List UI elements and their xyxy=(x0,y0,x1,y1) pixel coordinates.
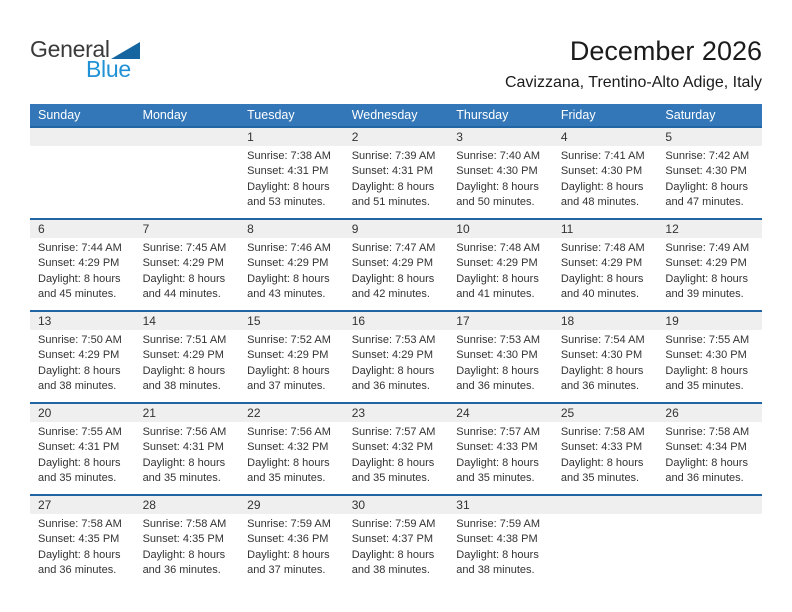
day-detail-line: and 35 minutes. xyxy=(456,471,535,484)
day-details xyxy=(657,422,762,486)
day-cell-22 xyxy=(239,404,344,494)
day-detail-line: and 36 minutes. xyxy=(665,471,744,484)
day-detail-line: Daylight: 8 hours xyxy=(38,272,121,285)
day-details xyxy=(553,330,658,394)
day-detail-line: Sunset: 4:29 PM xyxy=(560,257,643,270)
day-detail-line: Sunrise: 7:59 AM xyxy=(456,518,541,530)
day-detail-line: Sunrise: 7:58 AM xyxy=(142,518,227,530)
day-detail-line: and 43 minutes. xyxy=(247,287,326,300)
day-detail-line: Sunset: 4:33 PM xyxy=(560,441,643,454)
day-details xyxy=(448,146,553,210)
day-detail-line: and 36 minutes. xyxy=(142,563,221,576)
day-details xyxy=(344,238,449,302)
day-detail-line: Daylight: 8 hours xyxy=(247,364,330,377)
day-detail-line: Sunset: 4:29 PM xyxy=(38,349,120,362)
day-number: 5 xyxy=(657,128,762,146)
day-detail-line: Daylight: 8 hours xyxy=(142,364,226,377)
day-detail-line: Sunset: 4:29 PM xyxy=(351,349,434,362)
day-details xyxy=(135,514,240,578)
logo-line-blue xyxy=(86,56,140,83)
logo-text-blue: Blue xyxy=(86,56,131,82)
day-detail-line: Daylight: 8 hours xyxy=(247,272,330,285)
day-number: 31 xyxy=(448,496,553,514)
day-detail-line: Sunrise: 7:56 AM xyxy=(247,426,331,438)
day-details xyxy=(135,422,240,486)
day-number: 21 xyxy=(135,404,240,422)
weekday-tuesday: Tuesday xyxy=(247,108,295,122)
day-detail-line: Daylight: 8 hours xyxy=(142,548,226,561)
day-details xyxy=(448,330,553,394)
day-detail-line: Sunrise: 7:39 AM xyxy=(351,150,436,162)
week-row-1 xyxy=(30,126,762,218)
day-number: 6 xyxy=(30,220,135,238)
weekday-header-row xyxy=(30,104,762,126)
day-detail-line: Sunset: 4:35 PM xyxy=(38,533,120,546)
day-detail-line: Daylight: 8 hours xyxy=(560,272,644,285)
calendar-weeks xyxy=(30,126,762,586)
day-number: 28 xyxy=(135,496,240,514)
day-number: 8 xyxy=(239,220,344,238)
day-cell-9 xyxy=(344,220,449,310)
day-detail-line: Sunrise: 7:47 AM xyxy=(351,242,436,254)
day-detail-line: Sunrise: 7:58 AM xyxy=(38,518,122,530)
weekday-thursday: Thursday xyxy=(456,108,509,122)
day-cell-29 xyxy=(239,496,344,586)
day-detail-line: Sunrise: 7:45 AM xyxy=(142,242,227,254)
day-details xyxy=(30,238,135,302)
day-details xyxy=(448,422,553,486)
day-details xyxy=(239,238,344,302)
day-details xyxy=(553,146,658,210)
day-detail-line: Sunset: 4:35 PM xyxy=(142,533,224,546)
day-detail-line: Daylight: 8 hours xyxy=(560,180,644,193)
day-detail-line: Daylight: 8 hours xyxy=(38,548,121,561)
day-detail-line: Sunset: 4:29 PM xyxy=(38,257,120,270)
day-detail-line: Sunrise: 7:48 AM xyxy=(560,242,645,254)
day-detail-line: and 39 minutes. xyxy=(665,287,744,300)
day-detail-line: Daylight: 8 hours xyxy=(351,456,435,469)
day-detail-line: Daylight: 8 hours xyxy=(665,272,748,285)
day-details xyxy=(135,330,240,394)
day-detail-line: Daylight: 8 hours xyxy=(665,180,748,193)
logo-text-general: General xyxy=(30,36,110,62)
day-cell-26 xyxy=(657,404,762,494)
day-detail-line: Daylight: 8 hours xyxy=(560,364,644,377)
empty-day-cell xyxy=(553,496,658,586)
day-detail-line: and 53 minutes. xyxy=(247,195,326,208)
day-detail-line: Sunset: 4:30 PM xyxy=(456,349,538,362)
day-detail-line: and 38 minutes. xyxy=(38,379,117,392)
day-detail-line: Sunrise: 7:58 AM xyxy=(560,426,645,438)
day-detail-line: Sunrise: 7:41 AM xyxy=(560,150,645,162)
day-details xyxy=(448,238,553,302)
weekday-wednesday: Wednesday xyxy=(351,108,418,122)
day-detail-line: Sunset: 4:29 PM xyxy=(247,257,329,270)
day-detail-line: Daylight: 8 hours xyxy=(456,272,539,285)
day-detail-line: Sunset: 4:30 PM xyxy=(560,349,643,362)
day-detail-line: and 48 minutes. xyxy=(560,195,640,208)
day-cell-28 xyxy=(135,496,240,586)
day-detail-line: Sunset: 4:29 PM xyxy=(142,349,224,362)
day-detail-line: Sunrise: 7:54 AM xyxy=(560,334,645,346)
day-cell-21 xyxy=(135,404,240,494)
day-number: 24 xyxy=(448,404,553,422)
day-details xyxy=(657,238,762,302)
day-detail-line: Daylight: 8 hours xyxy=(456,548,539,561)
day-detail-line: Sunset: 4:31 PM xyxy=(247,165,329,178)
general-blue-logo xyxy=(30,36,140,83)
empty-day-strip xyxy=(553,496,658,514)
day-number: 15 xyxy=(239,312,344,330)
day-cell-13 xyxy=(30,312,135,402)
day-details xyxy=(657,330,762,394)
day-detail-line: and 44 minutes. xyxy=(142,287,221,300)
day-detail-line: Sunset: 4:33 PM xyxy=(456,441,538,454)
day-detail-line: Sunset: 4:30 PM xyxy=(560,165,643,178)
day-detail-line: Daylight: 8 hours xyxy=(665,364,748,377)
day-number: 17 xyxy=(448,312,553,330)
day-detail-line: Daylight: 8 hours xyxy=(38,456,121,469)
day-detail-line: Sunset: 4:38 PM xyxy=(456,533,538,546)
week-row-2 xyxy=(30,218,762,310)
day-detail-line: Sunrise: 7:51 AM xyxy=(142,334,227,346)
day-detail-line: Daylight: 8 hours xyxy=(142,456,226,469)
day-detail-line: Sunrise: 7:57 AM xyxy=(351,426,436,438)
day-detail-line: Daylight: 8 hours xyxy=(142,272,226,285)
day-cell-18 xyxy=(553,312,658,402)
day-detail-line: and 38 minutes. xyxy=(456,563,535,576)
day-detail-line: and 35 minutes. xyxy=(247,471,326,484)
day-cell-6 xyxy=(30,220,135,310)
day-detail-line: Daylight: 8 hours xyxy=(456,456,539,469)
day-number: 19 xyxy=(657,312,762,330)
day-detail-line: Daylight: 8 hours xyxy=(247,548,330,561)
day-number: 18 xyxy=(553,312,658,330)
day-details xyxy=(344,330,449,394)
page-title: December 2026 xyxy=(569,36,762,66)
day-detail-line: and 36 minutes. xyxy=(38,563,117,576)
day-cell-30 xyxy=(344,496,449,586)
weekday-friday: Friday xyxy=(560,108,596,122)
day-number: 26 xyxy=(657,404,762,422)
day-detail-line: Sunset: 4:31 PM xyxy=(142,441,224,454)
day-detail-line: Sunrise: 7:56 AM xyxy=(142,426,227,438)
day-detail-line: and 35 minutes. xyxy=(38,471,117,484)
day-details xyxy=(553,422,658,486)
day-detail-line: and 36 minutes. xyxy=(456,379,535,392)
day-detail-line: and 36 minutes. xyxy=(351,379,430,392)
day-detail-line: Sunset: 4:30 PM xyxy=(456,165,538,178)
day-detail-line: Sunset: 4:37 PM xyxy=(351,533,434,546)
day-detail-line: and 35 minutes. xyxy=(665,379,744,392)
day-detail-line: and 36 minutes. xyxy=(560,379,640,392)
day-number: 16 xyxy=(344,312,449,330)
day-number: 30 xyxy=(344,496,449,514)
day-detail-line: Sunrise: 7:49 AM xyxy=(665,242,750,254)
day-number: 11 xyxy=(553,220,658,238)
day-details xyxy=(448,514,553,578)
day-detail-line: Sunrise: 7:57 AM xyxy=(456,426,541,438)
day-cell-7 xyxy=(135,220,240,310)
day-cell-8 xyxy=(239,220,344,310)
day-cell-23 xyxy=(344,404,449,494)
day-details xyxy=(30,330,135,394)
day-number: 4 xyxy=(553,128,658,146)
day-details xyxy=(553,238,658,302)
day-detail-line: Sunset: 4:29 PM xyxy=(456,257,538,270)
day-detail-line: Sunset: 4:29 PM xyxy=(665,257,747,270)
day-detail-line: Sunrise: 7:59 AM xyxy=(351,518,436,530)
day-cell-10 xyxy=(448,220,553,310)
day-detail-line: Daylight: 8 hours xyxy=(351,180,435,193)
day-detail-line: Daylight: 8 hours xyxy=(38,364,121,377)
day-details xyxy=(30,422,135,486)
day-number: 1 xyxy=(239,128,344,146)
day-detail-line: and 35 minutes. xyxy=(560,471,640,484)
day-number: 14 xyxy=(135,312,240,330)
day-detail-line: Sunset: 4:34 PM xyxy=(665,441,747,454)
day-detail-line: Sunset: 4:30 PM xyxy=(665,349,747,362)
day-detail-line: and 38 minutes. xyxy=(351,563,430,576)
empty-day-cell xyxy=(657,496,762,586)
calendar xyxy=(30,104,762,586)
day-cell-1 xyxy=(239,128,344,218)
day-detail-line: Daylight: 8 hours xyxy=(247,180,330,193)
day-cell-5 xyxy=(657,128,762,218)
day-cell-16 xyxy=(344,312,449,402)
day-detail-line: Sunset: 4:29 PM xyxy=(247,349,329,362)
day-detail-line: and 42 minutes. xyxy=(351,287,430,300)
day-detail-line: Sunrise: 7:58 AM xyxy=(665,426,750,438)
day-detail-line: and 37 minutes. xyxy=(247,563,326,576)
day-detail-line: Sunrise: 7:42 AM xyxy=(665,150,750,162)
day-number: 2 xyxy=(344,128,449,146)
day-detail-line: Sunrise: 7:55 AM xyxy=(38,426,122,438)
day-detail-line: Daylight: 8 hours xyxy=(351,272,435,285)
week-row-3 xyxy=(30,310,762,402)
weekday-sunday: Sunday xyxy=(38,108,81,122)
day-details xyxy=(239,514,344,578)
day-number: 29 xyxy=(239,496,344,514)
day-detail-line: and 51 minutes. xyxy=(351,195,430,208)
day-detail-line: Daylight: 8 hours xyxy=(456,364,539,377)
day-number: 7 xyxy=(135,220,240,238)
day-detail-line: Sunset: 4:31 PM xyxy=(351,165,434,178)
day-number: 25 xyxy=(553,404,658,422)
day-number: 10 xyxy=(448,220,553,238)
day-cell-31 xyxy=(448,496,553,586)
empty-day-cell xyxy=(135,128,240,218)
weekday-saturday: Saturday xyxy=(665,108,716,122)
weekday-monday: Monday xyxy=(142,108,188,122)
day-detail-line: and 50 minutes. xyxy=(456,195,535,208)
week-row-5 xyxy=(30,494,762,586)
day-detail-line: Sunset: 4:32 PM xyxy=(351,441,434,454)
day-detail-line: Sunset: 4:32 PM xyxy=(247,441,329,454)
day-number: 9 xyxy=(344,220,449,238)
day-detail-line: Sunset: 4:31 PM xyxy=(38,441,120,454)
day-detail-line: and 45 minutes. xyxy=(38,287,117,300)
day-cell-2 xyxy=(344,128,449,218)
title-block xyxy=(505,36,762,92)
day-cell-17 xyxy=(448,312,553,402)
day-detail-line: and 41 minutes. xyxy=(456,287,535,300)
day-number: 12 xyxy=(657,220,762,238)
day-cell-27 xyxy=(30,496,135,586)
day-details xyxy=(239,330,344,394)
day-details xyxy=(239,146,344,210)
day-number: 3 xyxy=(448,128,553,146)
day-cell-19 xyxy=(657,312,762,402)
day-detail-line: Sunrise: 7:38 AM xyxy=(247,150,331,162)
page-subtitle: Cavizzana, Trentino-Alto Adige, Italy xyxy=(504,74,762,91)
day-number: 20 xyxy=(30,404,135,422)
day-details xyxy=(344,514,449,578)
day-detail-line: Sunrise: 7:44 AM xyxy=(38,242,122,254)
day-detail-line: Daylight: 8 hours xyxy=(247,456,330,469)
day-cell-11 xyxy=(553,220,658,310)
day-detail-line: Sunrise: 7:40 AM xyxy=(456,150,541,162)
day-detail-line: Daylight: 8 hours xyxy=(351,364,435,377)
day-number: 22 xyxy=(239,404,344,422)
day-detail-line: Sunset: 4:29 PM xyxy=(351,257,434,270)
day-detail-line: Sunrise: 7:55 AM xyxy=(665,334,750,346)
day-detail-line: and 37 minutes. xyxy=(247,379,326,392)
day-detail-line: Sunrise: 7:53 AM xyxy=(456,334,541,346)
week-row-4 xyxy=(30,402,762,494)
day-cell-25 xyxy=(553,404,658,494)
day-detail-line: Daylight: 8 hours xyxy=(456,180,539,193)
day-detail-line: Sunrise: 7:59 AM xyxy=(247,518,331,530)
empty-day-strip xyxy=(657,496,762,514)
day-cell-12 xyxy=(657,220,762,310)
day-detail-line: Sunset: 4:36 PM xyxy=(247,533,329,546)
day-cell-4 xyxy=(553,128,658,218)
day-cell-15 xyxy=(239,312,344,402)
day-detail-line: Daylight: 8 hours xyxy=(351,548,435,561)
day-detail-line: Sunrise: 7:46 AM xyxy=(247,242,331,254)
day-number: 13 xyxy=(30,312,135,330)
day-details xyxy=(657,146,762,210)
empty-day-strip xyxy=(135,128,240,146)
day-detail-line: Sunrise: 7:53 AM xyxy=(351,334,436,346)
day-cell-20 xyxy=(30,404,135,494)
day-detail-line: Sunset: 4:29 PM xyxy=(142,257,224,270)
day-detail-line: Sunset: 4:30 PM xyxy=(665,165,747,178)
day-detail-line: and 40 minutes. xyxy=(560,287,640,300)
day-details xyxy=(239,422,344,486)
day-detail-line: and 35 minutes. xyxy=(142,471,221,484)
day-number: 23 xyxy=(344,404,449,422)
day-detail-line: Sunrise: 7:52 AM xyxy=(247,334,331,346)
day-cell-14 xyxy=(135,312,240,402)
day-cell-24 xyxy=(448,404,553,494)
day-detail-line: and 47 minutes. xyxy=(665,195,744,208)
day-details xyxy=(344,422,449,486)
day-detail-line: Sunrise: 7:50 AM xyxy=(38,334,122,346)
day-details xyxy=(135,238,240,302)
day-details xyxy=(344,146,449,210)
day-detail-line: and 38 minutes. xyxy=(142,379,221,392)
day-detail-line: and 35 minutes. xyxy=(351,471,430,484)
day-details xyxy=(30,514,135,578)
empty-day-strip xyxy=(30,128,135,146)
day-number: 27 xyxy=(30,496,135,514)
empty-day-cell xyxy=(30,128,135,218)
day-detail-line: Daylight: 8 hours xyxy=(560,456,644,469)
day-cell-3 xyxy=(448,128,553,218)
day-detail-line: Daylight: 8 hours xyxy=(665,456,748,469)
day-detail-line: Sunrise: 7:48 AM xyxy=(456,242,541,254)
